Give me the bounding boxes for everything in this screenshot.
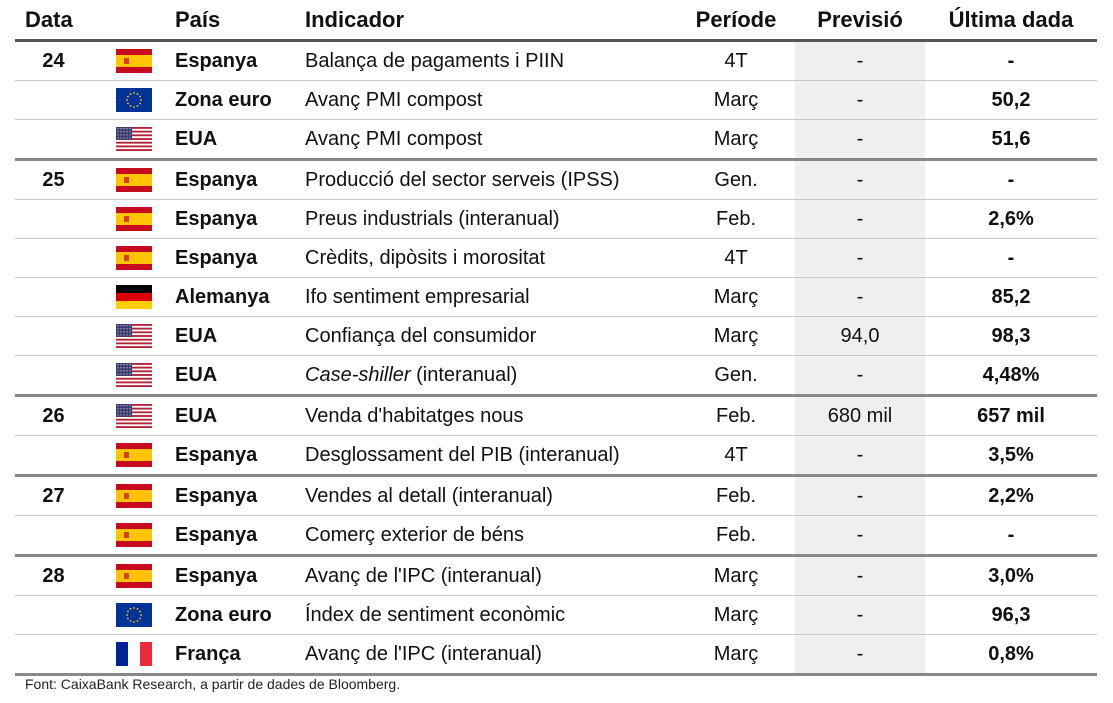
date-cell: 25	[15, 160, 92, 200]
period-cell: Feb.	[677, 476, 795, 516]
header-row	[15, 0, 1097, 41]
indicator-text: Desglossament del PIB (interanual)	[305, 443, 620, 466]
country-cell: França	[175, 635, 305, 675]
last-value-cell: 4,48%	[925, 356, 1097, 396]
period-cell: 4T	[677, 41, 795, 81]
spain-flag-icon	[116, 564, 152, 588]
period-cell: Feb.	[677, 200, 795, 239]
table-row	[15, 396, 1097, 436]
source-note: Font: CaixaBank Research, a partir de dades de Bloomberg.	[25, 676, 401, 692]
indicator-text: Vendes al detall (interanual)	[305, 484, 553, 507]
country-cell: Alemanya	[175, 278, 305, 317]
last-value-cell: -	[925, 160, 1097, 200]
country-cell: Zona euro	[175, 81, 305, 120]
indicator-cell	[305, 596, 677, 635]
indicator-cell	[305, 356, 677, 396]
indicator-emphasis: Case-shiller	[305, 363, 411, 386]
table-row	[15, 239, 1097, 278]
country-cell: Espanya	[175, 200, 305, 239]
date-cell: 24	[15, 41, 92, 81]
indicator-rest: (interanual)	[410, 363, 518, 386]
spain-flag-icon	[116, 484, 152, 508]
flag-cell	[92, 436, 175, 476]
header-flag	[92, 0, 175, 41]
indicator-text: Avanç de l'IPC (interanual)	[305, 642, 542, 665]
flag-cell	[92, 476, 175, 516]
indicator-cell	[305, 516, 677, 556]
flag-cell	[92, 516, 175, 556]
header-country: País	[175, 0, 305, 41]
country-cell: Espanya	[175, 41, 305, 81]
spain-flag-icon	[116, 523, 152, 547]
period-cell: Feb.	[677, 396, 795, 436]
indicator-cell	[305, 120, 677, 160]
period-cell: Març	[677, 278, 795, 317]
indicator-cell	[305, 239, 677, 278]
last-value-cell: 2,6%	[925, 200, 1097, 239]
flag-cell	[92, 200, 175, 239]
table-row	[15, 81, 1097, 120]
indicator-cell	[305, 200, 677, 239]
period-cell: Març	[677, 596, 795, 635]
flag-cell	[92, 239, 175, 278]
usa-flag-icon	[116, 127, 152, 151]
eu-flag-icon	[116, 88, 152, 112]
forecast-cell: -	[795, 476, 925, 516]
last-value-cell: 98,3	[925, 317, 1097, 356]
country-cell: Zona euro	[175, 596, 305, 635]
flag-cell	[92, 81, 175, 120]
table-row	[15, 476, 1097, 516]
table-row	[15, 436, 1097, 476]
indicator-text: Avanç PMI compost	[305, 127, 483, 150]
forecast-cell: -	[795, 556, 925, 596]
period-cell: Gen.	[677, 356, 795, 396]
indicator-text: Confiança del consumidor	[305, 324, 537, 347]
forecast-cell: -	[795, 516, 925, 556]
last-value-cell: -	[925, 239, 1097, 278]
indicator-cell	[305, 556, 677, 596]
period-cell: Març	[677, 317, 795, 356]
spain-flag-icon	[116, 49, 152, 73]
country-cell: Espanya	[175, 160, 305, 200]
last-value-cell: 51,6	[925, 120, 1097, 160]
table-row	[15, 556, 1097, 596]
country-cell: Espanya	[175, 239, 305, 278]
table-row	[15, 200, 1097, 239]
spain-flag-icon	[116, 246, 152, 270]
table-row	[15, 596, 1097, 635]
spain-flag-icon	[116, 168, 152, 192]
date-cell	[15, 635, 92, 675]
period-cell: Gen.	[677, 160, 795, 200]
table-row	[15, 278, 1097, 317]
country-cell: Espanya	[175, 476, 305, 516]
table-row	[15, 317, 1097, 356]
usa-flag-icon	[116, 404, 152, 428]
period-cell: Març	[677, 120, 795, 160]
flag-cell	[92, 160, 175, 200]
flag-cell	[92, 556, 175, 596]
date-cell	[15, 317, 92, 356]
date-cell	[15, 278, 92, 317]
indicator-text: Comerç exterior de béns	[305, 523, 524, 546]
country-cell: Espanya	[175, 556, 305, 596]
period-cell: Març	[677, 81, 795, 120]
indicator-cell	[305, 41, 677, 81]
usa-flag-icon	[116, 363, 152, 387]
economic-calendar-table	[15, 0, 1097, 676]
header-forecast: Previsió	[795, 0, 925, 41]
indicator-cell	[305, 635, 677, 675]
last-value-cell: 657 mil	[925, 396, 1097, 436]
header-indicator: Indicador	[305, 0, 677, 41]
last-value-cell: 2,2%	[925, 476, 1097, 516]
forecast-cell: -	[795, 278, 925, 317]
indicator-text: Ifo sentiment empresarial	[305, 285, 530, 308]
period-cell: Feb.	[677, 516, 795, 556]
date-cell	[15, 200, 92, 239]
flag-cell	[92, 317, 175, 356]
table-row	[15, 635, 1097, 675]
indicator-cell	[305, 278, 677, 317]
indicator-text: Avanç PMI compost	[305, 88, 483, 111]
indicator-text: Índex de sentiment econòmic	[305, 603, 566, 626]
country-cell: EUA	[175, 396, 305, 436]
flag-cell	[92, 356, 175, 396]
table-body	[15, 41, 1097, 675]
forecast-cell: -	[795, 596, 925, 635]
indicator-text: Crèdits, dipòsits i morositat	[305, 246, 546, 269]
indicator-cell	[305, 396, 677, 436]
country-cell: Espanya	[175, 516, 305, 556]
indicator-cell	[305, 476, 677, 516]
forecast-cell: -	[795, 356, 925, 396]
table-row	[15, 41, 1097, 81]
indicator-cell	[305, 436, 677, 476]
period-cell: 4T	[677, 239, 795, 278]
indicator-cell	[305, 160, 677, 200]
date-cell	[15, 239, 92, 278]
forecast-cell: -	[795, 200, 925, 239]
eu-flag-icon	[116, 603, 152, 627]
header-period: Període	[677, 0, 795, 41]
flag-cell	[92, 120, 175, 160]
last-value-cell: 3,5%	[925, 436, 1097, 476]
table-row	[15, 160, 1097, 200]
usa-flag-icon	[116, 324, 152, 348]
period-cell: Març	[677, 556, 795, 596]
flag-cell	[92, 278, 175, 317]
flag-cell	[92, 596, 175, 635]
indicator-cell	[305, 317, 677, 356]
last-value-cell: 96,3	[925, 596, 1097, 635]
indicator-text: Avanç de l'IPC (interanual)	[305, 564, 542, 587]
date-cell: 26	[15, 396, 92, 436]
date-cell: 27	[15, 476, 92, 516]
country-cell: EUA	[175, 317, 305, 356]
forecast-cell: 94,0	[795, 317, 925, 356]
indicator-cell	[305, 81, 677, 120]
forecast-cell: -	[795, 436, 925, 476]
date-cell: 28	[15, 556, 92, 596]
indicator-text: Producció del sector serveis (IPSS)	[305, 168, 620, 191]
spain-flag-icon	[116, 443, 152, 467]
indicator-text: Venda d'habitatges nous	[305, 404, 524, 427]
date-cell	[15, 81, 92, 120]
forecast-cell: -	[795, 41, 925, 81]
header-last: Última dada	[925, 0, 1097, 41]
table-row	[15, 356, 1097, 396]
last-value-cell: 50,2	[925, 81, 1097, 120]
date-cell	[15, 596, 92, 635]
period-cell: 4T	[677, 436, 795, 476]
forecast-cell: -	[795, 81, 925, 120]
header-date: Data	[15, 0, 92, 41]
date-cell	[15, 516, 92, 556]
france-flag-icon	[116, 642, 152, 666]
last-value-cell: 0,8%	[925, 635, 1097, 675]
last-value-cell: 3,0%	[925, 556, 1097, 596]
indicator-text: Preus industrials (interanual)	[305, 207, 560, 230]
flag-cell	[92, 41, 175, 81]
table-row	[15, 120, 1097, 160]
flag-cell	[92, 396, 175, 436]
last-value-cell: 85,2	[925, 278, 1097, 317]
forecast-cell: -	[795, 239, 925, 278]
indicator-text: Balança de pagaments i PIIN	[305, 49, 565, 72]
date-cell	[15, 356, 92, 396]
period-cell: Març	[677, 635, 795, 675]
germany-flag-icon	[116, 285, 152, 309]
last-value-cell: -	[925, 41, 1097, 81]
last-value-cell: -	[925, 516, 1097, 556]
country-cell: EUA	[175, 120, 305, 160]
flag-cell	[92, 635, 175, 675]
forecast-cell: -	[795, 120, 925, 160]
forecast-cell: 680 mil	[795, 396, 925, 436]
spain-flag-icon	[116, 207, 152, 231]
country-cell: Espanya	[175, 436, 305, 476]
forecast-cell: -	[795, 635, 925, 675]
date-cell	[15, 120, 92, 160]
table-row	[15, 516, 1097, 556]
forecast-cell: -	[795, 160, 925, 200]
country-cell: EUA	[175, 356, 305, 396]
date-cell	[15, 436, 92, 476]
